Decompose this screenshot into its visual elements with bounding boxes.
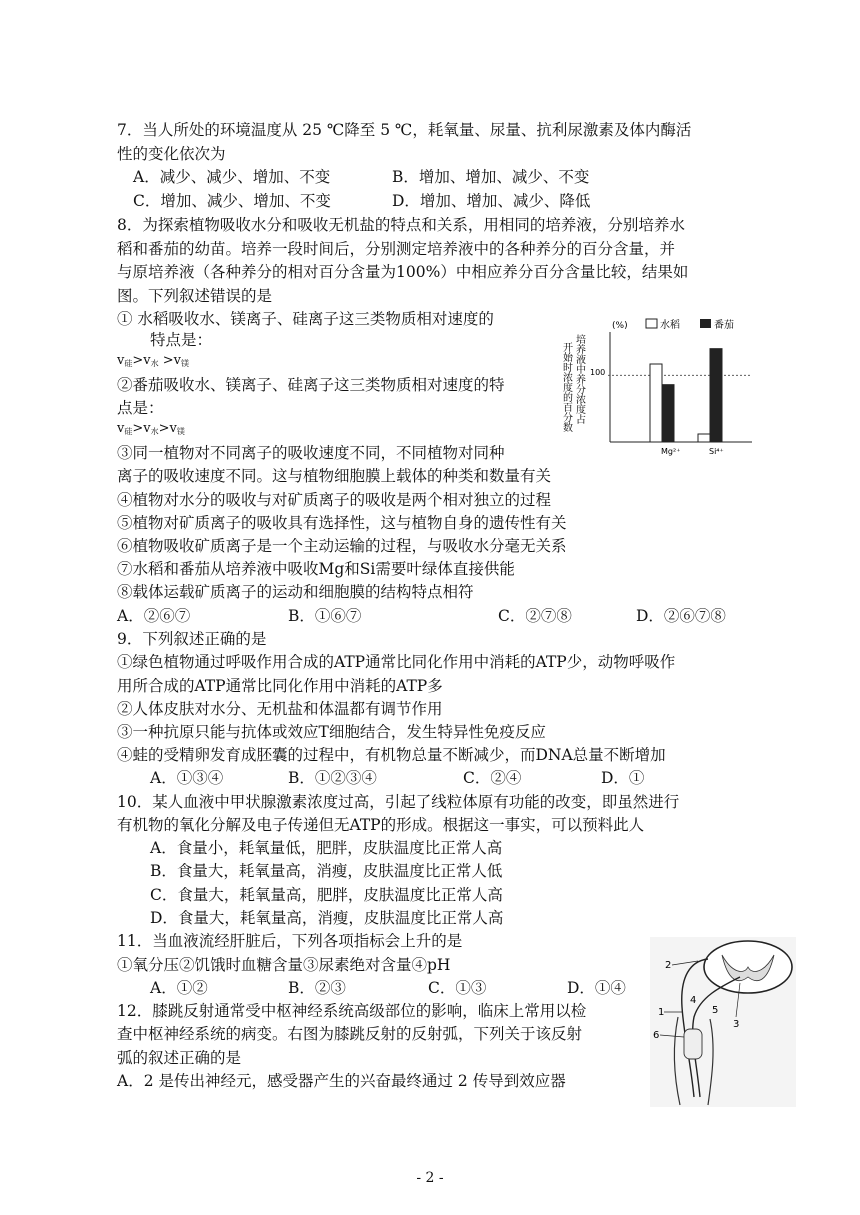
q7-stem-line2: 性的变化依次为 <box>117 145 226 163</box>
y-axis-label-col2: 培养液中养分浓度占 <box>573 334 585 424</box>
q9-option-b: B．①②③④ <box>288 769 377 787</box>
q12-stem-line3: 弧的叙述正确的是 <box>117 1049 242 1067</box>
q8-statement-1b: 特点是： <box>150 331 213 349</box>
legend-label-rice: 水稻 <box>660 320 680 331</box>
q10-stem-line2: 有机物的氧化分解及电子传递但无ATP的形成。根据这一事实，可以预料此人 <box>117 816 645 834</box>
q9-statement-1b: 用所合成的ATP通常比同化作用中消耗的ATP多 <box>117 677 443 695</box>
q8-statement-2b: 点是： <box>117 399 164 417</box>
legend-label-tomato: 番茄 <box>714 320 734 331</box>
q8-option-b: B．①⑥⑦ <box>288 607 362 625</box>
q10-option-c: C．食量大，耗氧量高，肥胖，皮肤温度比正常人高 <box>150 886 503 904</box>
q12-stem-line2: 查中枢神经系统的病变。右图为膝跳反射的反射弧，下列关于该反射 <box>117 1025 583 1043</box>
fig-label-5: 5 <box>712 1005 719 1016</box>
q9-option-c: C．②④ <box>463 769 522 787</box>
q10-option-d: D．食量大，耗氧量高，消瘦，皮肤温度比正常人高 <box>150 909 504 927</box>
q8-velocity-order-2: $v_硅>v_水>v_镁$ <box>117 421 185 436</box>
q7-option-d: D．增加、增加、减少、降低 <box>392 192 591 210</box>
q8-stem-line3: 与原培养液（各种养分的相对百分含量为100%）中相应养分百分含量比较，结果如 <box>117 263 689 281</box>
q11-option-a: A．①② <box>150 979 208 997</box>
q8-statement-4: ④植物对水分的吸收与对矿质离子的吸收是两个相对独立的过程 <box>117 491 552 509</box>
muscle <box>684 1029 702 1059</box>
fig-label-1: 1 <box>658 1007 665 1018</box>
q11-items: ①氧分压②饥饿时血糖含量③尿素绝对含量④pH <box>117 956 451 974</box>
q10-option-b: B．食量大，耗氧量高，消瘦，皮肤温度比正常人低 <box>150 862 503 880</box>
q8-statement-6: ⑥植物吸收矿质离子是一个主动运输的过程，与吸收水分毫无关系 <box>117 537 567 555</box>
q8-statement-2a: ②番茄吸收水、镁离子、硅离子这三类物质相对速度的特 <box>117 376 505 394</box>
q7-option-b: B．增加、增加、减少、不变 <box>392 168 590 186</box>
q8-stem-line1: 8．为探索植物吸收水分和吸收无机盐的特点和关系，用相同的培养液，分别培养水 <box>117 216 685 234</box>
q8-stem-line2: 稻和番茄的幼苗。培养一段时间后，分别测定培养液中的各种养分的百分含量，并 <box>117 240 676 258</box>
q8-option-c: C．②⑦⑧ <box>498 607 572 625</box>
bar-tomato-si <box>710 349 722 442</box>
q12-option-a: A．2 是传出神经元，感受器产生的兴奋最终通过 2 传导到效应器 <box>117 1072 566 1090</box>
bar-tomato-mg <box>662 385 674 442</box>
category-label-mg: Mg²⁺ <box>661 447 681 456</box>
q8-velocity-order-1: $v_硅>v_水 >v_镁$ <box>117 353 189 368</box>
category-label-si: Si⁴⁺ <box>709 447 724 456</box>
chart-unit-label: (%) <box>612 321 628 331</box>
q11-stem: 11．当血液流经肝脏后，下列各项指标会上升的是 <box>117 932 463 950</box>
bar-rice-si <box>698 434 710 442</box>
q9-statement-4: ④蛙的受精卵发育成胚囊的过程中，有机物总量不断减少，而DNA总量不断增加 <box>117 746 666 764</box>
q9-option-a: A．①③④ <box>150 769 224 787</box>
q9-option-d: D．① <box>601 769 645 787</box>
q8-option-d: D．②⑥⑦⑧ <box>636 607 726 625</box>
q9-stem: 9．下列叙述正确的是 <box>117 630 267 648</box>
q11-option-c: C．①③ <box>428 979 487 997</box>
q11-option-b: B．②③ <box>288 979 346 997</box>
fig-label-4: 4 <box>690 995 697 1006</box>
q12-stem-line1: 12．膝跳反射通常受中枢神经系统高级部位的影响，临床上常用以检 <box>117 1002 587 1020</box>
legend-swatch-tomato <box>700 319 711 328</box>
q8-option-a: A．②⑥⑦ <box>117 607 191 625</box>
q7-option-c: C．增加、减少、增加、不变 <box>133 192 331 210</box>
q10-stem-line1: 10．某人血液中甲状腺激素浓度过高，引起了线粒体原有功能的改变，即虽然进行 <box>117 793 680 811</box>
nutrient-bar-chart <box>560 308 760 463</box>
q8-stem-line4: 图。下列叙述错误的是 <box>117 287 273 305</box>
y-axis-label-col1: 开始时浓度的百分数 <box>560 342 572 432</box>
q8-statement-1a: ① 水稻吸收水、镁离子、硅离子这三类物质相对速度的 <box>117 310 494 328</box>
q9-statement-3: ③一种抗原只能与抗体或效应T细胞结合，发生特异性免疫反应 <box>117 723 546 741</box>
q10-option-a: A．食量小，耗氧量低，肥胖，皮肤温度比正常人高 <box>150 839 503 857</box>
fig-label-2: 2 <box>665 960 672 971</box>
fig-label-6: 6 <box>653 1030 660 1041</box>
page-number: - 2 - <box>416 1170 444 1186</box>
q9-statement-1a: ①绿色植物通过呼吸作用合成的ATP通常比同化作用中消耗的ATP少，动物呼吸作 <box>117 653 676 671</box>
q8-statement-5: ⑤植物对矿质离子的吸收具有选择性，这与植物自身的遗传性有关 <box>117 514 567 532</box>
q11-option-d: D．①④ <box>567 979 626 997</box>
q8-statement-8: ⑧载体运载矿质离子的运动和细胞膜的结构特点相符 <box>117 583 474 601</box>
fig-label-3: 3 <box>733 1019 740 1030</box>
q8-statement-7: ⑦水稻和番茄从培养液中吸收Mg和Si需要叶绿体直接供能 <box>117 560 515 578</box>
bar-rice-mg <box>650 364 662 442</box>
knee-jerk-reflex-arc-figure <box>650 937 796 1107</box>
q7-stem-line1: 7．当人所处的环境温度从 25 ℃降至 5 ℃，耗氧量、尿量、抗利尿激素及体内酶活 <box>117 121 692 139</box>
q8-statement-3a: ③同一植物对不同离子的吸收速度不同，不同植物对同种 <box>117 444 505 462</box>
q9-statement-2: ②人体皮肤对水分、无机盐和体温都有调节作用 <box>117 700 443 718</box>
legend-swatch-rice <box>646 319 657 328</box>
y-tick-100: 100 <box>590 368 606 377</box>
q8-statement-3b: 离子的吸收速度不同。这与植物细胞膜上载体的种类和数量有关 <box>117 467 552 485</box>
q7-option-a: A．减少、减少、增加、不变 <box>133 168 331 186</box>
